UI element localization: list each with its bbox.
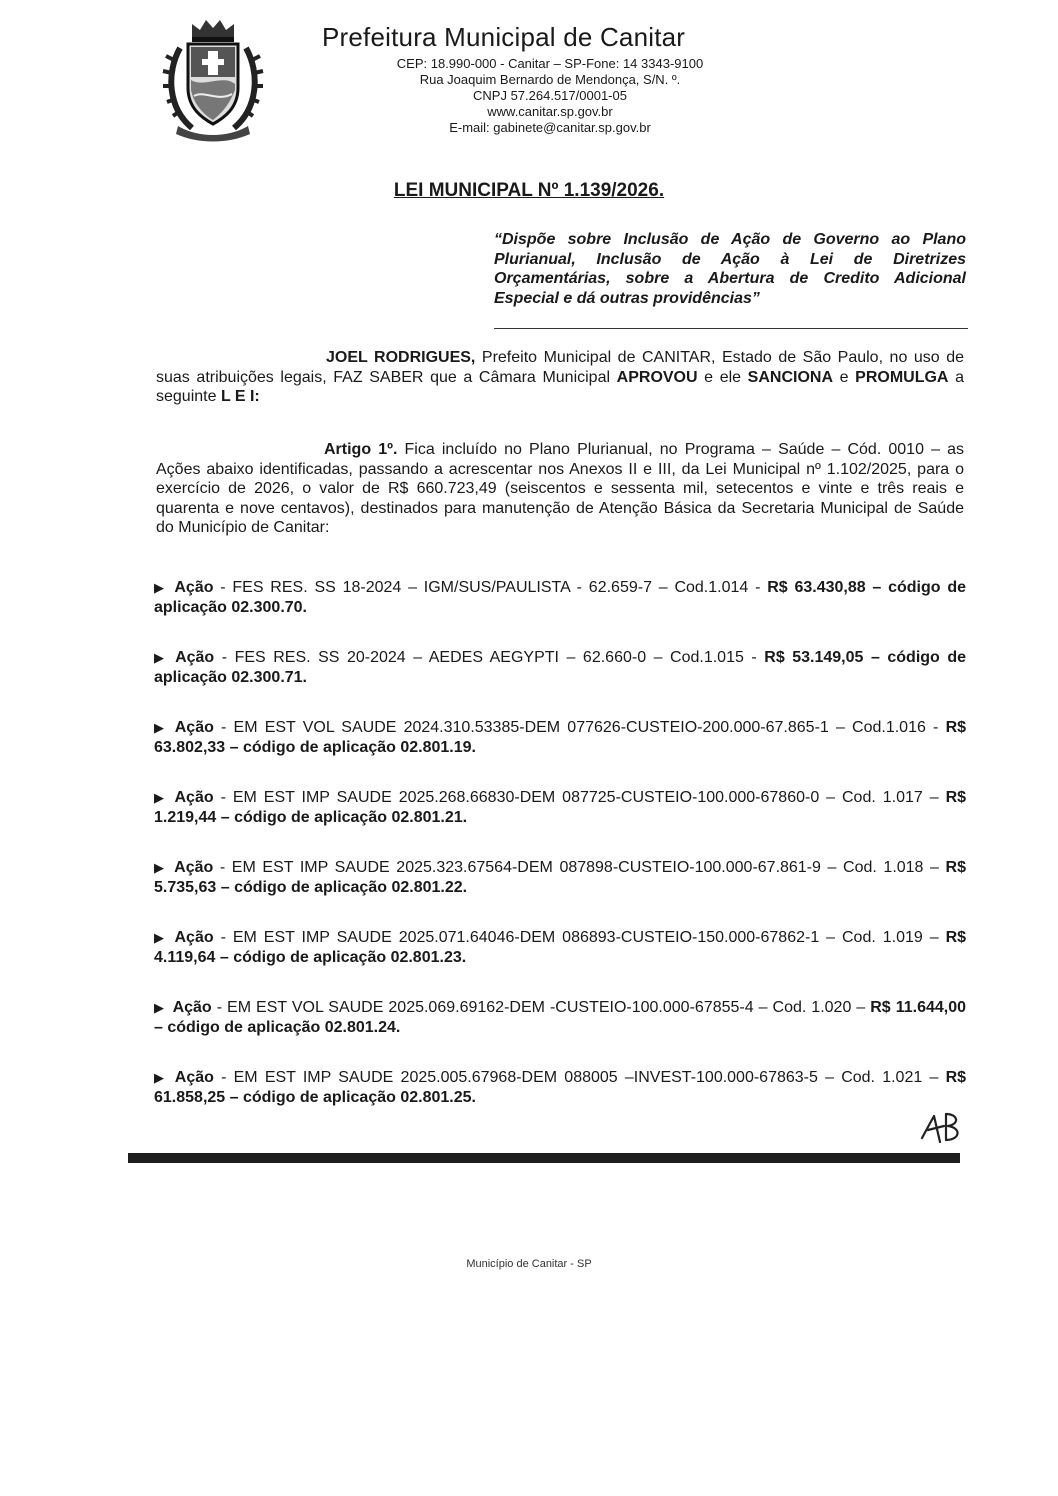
acao-item: [154, 998, 966, 1037]
law-ementa: “Dispõe sobre Inclusão de Ação de Governo ao Plano Plurianual, Inclusão de Ação à Lei de Diretrizes Orçamentárias, sobre a Abertura de Credito Adicional Especial e dá outras providências”: [494, 231, 966, 307]
intro-text-2: e ele: [697, 368, 748, 386]
coat-of-arms-icon: [158, 18, 268, 142]
triangle-right-icon: ▶: [154, 1070, 167, 1085]
header-email: E-mail: gabinete@canitar.sp.gov.br: [449, 120, 651, 135]
header-cnpj: CNPJ 57.264.517/0001-05: [473, 88, 627, 103]
header-address: Rua Joaquim Bernardo de Mendonça, S/N. º.: [419, 72, 681, 87]
header-title: Prefeitura Municipal de Canitar: [322, 22, 686, 52]
acao-desc: - EM EST VOL SAUDE 2024.310.53385-DEM 077626-CUSTEIO-200.000-67.865-1 – Cod.1.016 -: [213, 719, 946, 736]
law-title: LEI MUNICIPAL Nº 1.139/2026.: [393, 180, 665, 201]
acao-label: Ação: [172, 999, 212, 1016]
ementa-underline: [494, 328, 968, 329]
acao-desc: - EM EST IMP SAUDE 2025.268.66830-DEM 087725-CUSTEIO-100.000-67860-0 – Cod. 1.017 –: [213, 789, 946, 806]
acao-desc: - EM EST IMP SAUDE 2025.005.67968-DEM 088005 –INVEST-100.000-67863-5 – Cod. 1.021 –: [213, 1069, 946, 1086]
acao-desc: - FES RES. SS 20-2024 – AEDES AEGYPTI – 62.660-0 – Cod.1.015 -: [214, 649, 765, 666]
acao-value: R$ 1.219,44 – código de aplicação 02.801.21.: [154, 789, 967, 826]
acoes-list: [154, 578, 966, 1138]
intro-lei: L E I:: [220, 388, 260, 405]
acao-item: [154, 718, 966, 757]
triangle-right-icon: ▶: [154, 860, 167, 875]
triangle-right-icon: ▶: [154, 930, 167, 945]
acao-value: R$ 5.735,63 – código de aplicação 02.801.22.: [154, 859, 966, 896]
article-1-paragraph: [156, 440, 964, 538]
footer-rule: [128, 1153, 960, 1163]
acao-value: R$ 4.119,64 – código de aplicação 02.801.23.: [154, 929, 967, 966]
triangle-right-icon: ▶: [154, 790, 167, 805]
acao-item: [154, 928, 966, 967]
triangle-right-icon: ▶: [154, 1000, 165, 1015]
footer-municipality: Município de Canitar - SP: [466, 1258, 592, 1270]
acao-value: R$ 61.858,25 – código de aplicação 02.801.25.: [154, 1069, 967, 1106]
intro-sanciona: SANCIONA: [747, 368, 834, 386]
article-1-text: Fica incluído no Plano Plurianual, no Programa – Saúde – Cód. 0010 – as Ações abaixo identificadas, passando a acrescentar nos Anexos II e III, da Lei Municipal nº 1.102/2025, para o exercício de 2026, o valor de R$ 660.723,49 (seiscentos e sessenta mil, setecentos e vinte e três reais e quarenta e nove centavos), destinados para manutenção de Atenção Básica da Secretaria Municipal de Saúde do Município de Canitar:: [156, 441, 964, 536]
acao-value: R$ 53.149,05 – código de aplicação 02.300.71.: [154, 649, 967, 686]
acao-value: R$ 11.644,00 – código de aplicação 02.801.24.: [154, 999, 967, 1036]
acao-label: Ação: [174, 719, 214, 736]
acao-item: [154, 788, 966, 827]
acao-desc: - EM EST IMP SAUDE 2025.323.67564-DEM 087898-CUSTEIO-100.000-67.861-9 – Cod. 1.018 –: [213, 859, 946, 876]
intro-promulga: PROMULGA: [855, 368, 949, 386]
mayor-name: JOEL RODRIGUES,: [326, 349, 476, 366]
acao-label: Ação: [174, 789, 214, 806]
acao-item: [154, 1068, 966, 1107]
acao-label: Ação: [174, 579, 214, 596]
acao-value: R$ 63.802,33 – código de aplicação 02.801.19.: [154, 719, 967, 756]
acao-label: Ação: [174, 859, 214, 876]
initials-signature: [918, 1108, 966, 1148]
header-cep-phone: CEP: 18.990-000 - Canitar – SP-Fone: 14 3343-9100: [396, 56, 704, 71]
triangle-right-icon: ▶: [154, 720, 167, 735]
acao-desc: - FES RES. SS 18-2024 – IGM/SUS/PAULISTA - 62.659-7 – Cod.1.014 -: [213, 579, 768, 596]
intro-paragraph: [156, 348, 964, 407]
intro-text-4: a seguinte: [156, 368, 965, 405]
acao-value: R$ 63.430,88 – código de aplicação 02.300.70.: [154, 579, 967, 616]
triangle-right-icon: ▶: [154, 650, 168, 665]
acao-item: [154, 648, 966, 687]
intro-text-3: e: [833, 368, 856, 386]
article-1-label: Artigo 1º.: [324, 441, 398, 458]
acao-item: [154, 578, 966, 617]
acao-label: Ação: [174, 929, 214, 946]
header-website: www.canitar.sp.gov.br: [487, 104, 613, 119]
intro-text-1: Prefeito Municipal de CANITAR, Estado de São Paulo, no uso de suas atribuições legais, FAZ SABER que a Câmara Municipal: [156, 349, 964, 386]
acao-label: Ação: [174, 1069, 214, 1086]
acao-item: [154, 858, 966, 897]
acao-desc: - EM EST IMP SAUDE 2025.071.64046-DEM 086893-CUSTEIO-150.000-67862-1 – Cod. 1.019 –: [213, 929, 946, 946]
intro-aprovou: APROVOU: [616, 368, 698, 386]
header-contact-block: [340, 56, 760, 136]
triangle-right-icon: ▶: [154, 580, 167, 595]
acao-desc: - EM EST VOL SAUDE 2025.069.69162-DEM -CUSTEIO-100.000-67855-4 – Cod. 1.020 –: [211, 999, 871, 1016]
acao-label: Ação: [175, 649, 215, 666]
